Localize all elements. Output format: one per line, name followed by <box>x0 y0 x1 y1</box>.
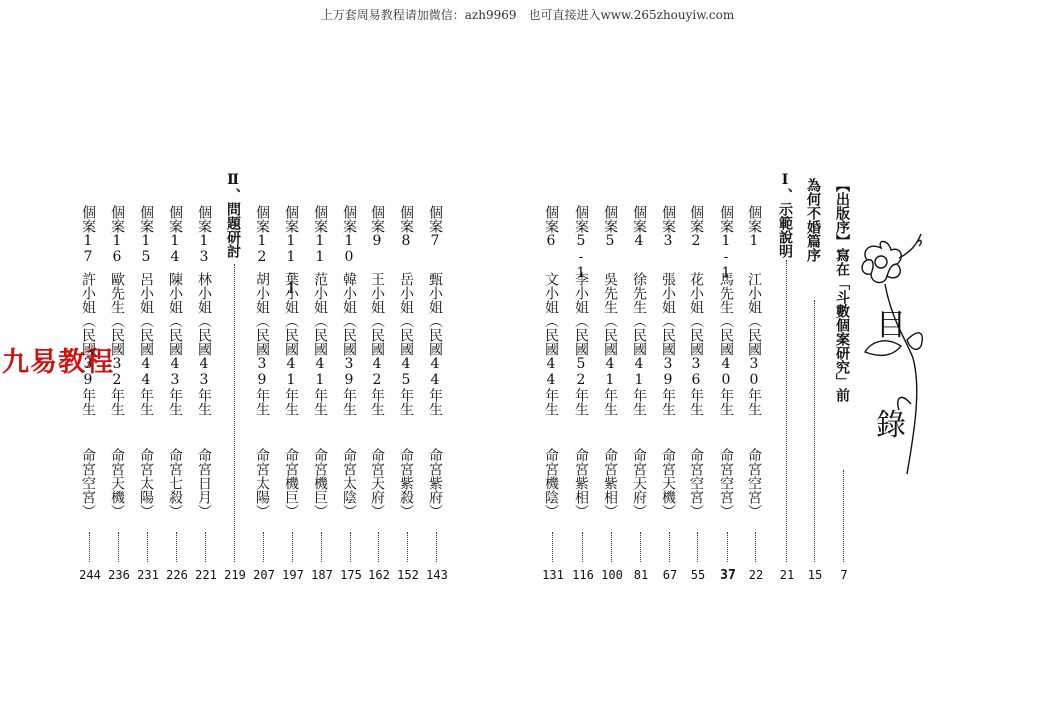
toc-entry-subject: 馬先生（民國40年生 <box>718 272 734 416</box>
toc-entry-subject: 花小姐（民國36年生 <box>688 272 704 416</box>
toc-page-number: 207 <box>253 568 275 582</box>
toc-entry-c17[interactable] <box>81 0 99 713</box>
toc-entry-palace: 命宮天機） <box>660 448 676 518</box>
toc-entry-subject: 歐先生（民國32年生 <box>109 272 125 416</box>
toc-page-number: 67 <box>662 568 678 582</box>
toc-entry-name: 個案8 <box>398 205 414 249</box>
toc-page-number: 197 <box>282 568 304 582</box>
toc-leader-dots <box>640 532 642 562</box>
toc-page-number: 152 <box>397 568 419 582</box>
toc-entry-subject: 許小姐（民國39年生 <box>80 272 96 416</box>
toc-entry-c4[interactable] <box>632 0 650 713</box>
toc-entry-subject: 吳先生（民國41年生 <box>602 272 618 416</box>
toc-entry-palace: 命宮紫相） <box>573 448 589 518</box>
toc-entry-c10[interactable] <box>342 0 360 713</box>
toc-entry-subject: 徐先生（民國41年生 <box>631 272 647 416</box>
toc-page-number: 37 <box>720 568 736 583</box>
toc-entry-subject: 林小姐（民國43年生 <box>196 272 212 416</box>
toc-leader-dots <box>669 532 671 562</box>
toc-entry-palace: 命宮機巨） <box>312 448 328 518</box>
toc-leader-dots <box>814 300 816 562</box>
toc-entry-subject: 韓小姐（民國39年生 <box>341 272 357 416</box>
toc-page-number: 100 <box>601 568 623 582</box>
toc-leader-dots <box>727 532 729 562</box>
toc-entry-why[interactable] <box>806 0 824 713</box>
toc-page-number: 244 <box>79 568 101 582</box>
toc-page-number: 7 <box>840 568 848 582</box>
toc-entry-name: 個案1 <box>746 205 762 249</box>
toc-entry-name: 個案7 <box>427 205 443 249</box>
toc-entry-palace: 命宮太陰） <box>341 448 357 518</box>
toc-page-number: 131 <box>542 568 564 582</box>
toc-leader-dots <box>843 470 845 562</box>
toc-entry-c14[interactable] <box>168 0 186 713</box>
toc-entry-c15[interactable] <box>139 0 157 713</box>
toc-entry-palace: 命宮天府） <box>631 448 647 518</box>
toc-entry-name: 個案2 <box>688 205 704 249</box>
toc-entry-c8[interactable] <box>399 0 417 713</box>
toc-page-number: 81 <box>633 568 649 582</box>
toc-entry-palace: 命宮太陽） <box>254 448 270 518</box>
toc-entry-palace: 命宮紫相） <box>602 448 618 518</box>
toc-leader-dots <box>263 532 265 562</box>
toc-page-number: 22 <box>748 568 764 582</box>
toc-entry-name: 個案11 <box>312 205 328 265</box>
toc-entry-name: 個案14 <box>167 205 183 265</box>
toc-entry-name: 個案3 <box>660 205 676 249</box>
toc-entry-subject: 文小姐（民國44年生 <box>543 272 559 416</box>
toc-entry-name: 個案13 <box>196 205 212 265</box>
toc-entry-name: 個案16 <box>109 205 125 265</box>
toc-entry-subject: 呂小姐（民國44年生 <box>138 272 154 416</box>
toc-entry-name: 個案12 <box>254 205 270 265</box>
toc-entry-palace: 命宮天機） <box>109 448 125 518</box>
toc-leader-dots <box>378 532 380 562</box>
toc-entry-subject: 胡小姐（民國39年生 <box>254 272 270 416</box>
toc-entry-name: Ⅰ、示範說明 <box>777 172 793 258</box>
toc-leader-dots <box>176 532 178 562</box>
toc-page-number: 219 <box>224 568 246 582</box>
toc-page-number: 236 <box>108 568 130 582</box>
toc-entry-name: 個案11-1 <box>283 205 299 297</box>
toc-leader-dots <box>292 532 294 562</box>
toc-entry-palace: 命宮紫府） <box>427 448 443 518</box>
toc-entry-palace: 命宮空宮） <box>688 448 704 518</box>
toc-entry-subject: 岳小姐（民國45年生 <box>398 272 414 416</box>
toc-leader-dots <box>697 532 699 562</box>
toc-leader-dots <box>118 532 120 562</box>
toc-entry-palace: 命宮空宮） <box>80 448 96 518</box>
toc-entry-name: 個案6 <box>543 205 559 249</box>
toc-entry-c2[interactable] <box>689 0 707 713</box>
toc-entry-name: 為何不婚篇序 <box>805 178 821 262</box>
toc-entry-name: 個案17 <box>80 205 96 265</box>
toc-entry-c1-1[interactable] <box>719 0 737 713</box>
toc-entry-c5-1[interactable] <box>574 0 592 713</box>
toc-entry-palace: 命宮天府） <box>369 448 385 518</box>
toc-leader-dots <box>350 532 352 562</box>
toc-entry-palace: 命宮機陰） <box>543 448 559 518</box>
toc-entry-c11-1[interactable] <box>284 0 302 713</box>
toc-leader-dots <box>786 260 788 562</box>
toc-entry-c12[interactable] <box>255 0 273 713</box>
toc-page-number: 226 <box>166 568 188 582</box>
toc-entry-c6[interactable] <box>544 0 562 713</box>
toc-entry-subject: 甄小姐（民國44年生 <box>427 272 443 416</box>
toc-leader-dots <box>234 264 236 562</box>
toc-entry-subject: 江小姐（民國30年生 <box>746 272 762 416</box>
toc-page-number: 143 <box>426 568 448 582</box>
toc-entry-c7[interactable] <box>428 0 446 713</box>
toc-entry-palace: 命宮空宮） <box>718 448 734 518</box>
toc-leader-dots <box>407 532 409 562</box>
toc-page-number: 15 <box>807 568 823 582</box>
toc-entry-c1[interactable] <box>747 0 765 713</box>
toc-entry-palace: 命宮太陽） <box>138 448 154 518</box>
toc-page-number: 187 <box>311 568 333 582</box>
toc-entry-name: 個案9 <box>369 205 385 249</box>
toc-entry-palace: 命宮機巨） <box>283 448 299 518</box>
toc-leader-dots <box>321 532 323 562</box>
title-char-mu: 目 <box>876 308 906 343</box>
toc-entry-palace: 命宮日月） <box>196 448 212 518</box>
toc-entry-palace: 命宮紫殺） <box>398 448 414 518</box>
toc-page-number: 175 <box>340 568 362 582</box>
toc-entry-palace: 命宮空宮） <box>746 448 762 518</box>
toc-leader-dots <box>552 532 554 562</box>
toc-entry-sec2[interactable] <box>226 0 244 713</box>
toc-entry-c9[interactable] <box>370 0 388 713</box>
toc-entry-name: 個案5 <box>602 205 618 249</box>
toc-entry-c16[interactable] <box>110 0 128 713</box>
toc-entry-name: 個案10 <box>341 205 357 265</box>
toc-entry-c13[interactable] <box>197 0 215 713</box>
toc-entry-name: 個案15 <box>138 205 154 265</box>
watermark-logo: 九易教程 <box>2 347 114 378</box>
toc-entry-c11[interactable] <box>313 0 331 713</box>
toc-entry-subject: 王小姐（民國42年生 <box>369 272 385 416</box>
toc-entry-name: 【出版序】寫在「斗數個案研究」前 <box>834 178 850 402</box>
toc-leader-dots <box>755 532 757 562</box>
toc-leader-dots <box>582 532 584 562</box>
header-banner: 上万套周易教程请加微信：azh9969 也可直接进入www.265zhouyiw.com <box>320 8 735 22</box>
toc-entry-palace: 命宮七殺） <box>167 448 183 518</box>
toc-page-number: 162 <box>368 568 390 582</box>
toc-entry-sec1[interactable] <box>778 0 796 713</box>
toc-page-number: 221 <box>195 568 217 582</box>
toc-entry-subject: 李小姐（民國52年生 <box>573 272 589 416</box>
toc-entry-name: 個案4 <box>631 205 647 249</box>
toc-leader-dots <box>89 532 91 562</box>
toc-page-number: 116 <box>572 568 594 582</box>
toc-entry-name: 個案5-1 <box>573 205 589 281</box>
toc-entry-subject: 范小姐（民國41年生 <box>312 272 328 416</box>
toc-leader-dots <box>205 532 207 562</box>
toc-entry-subject: 張小姐（民國39年生 <box>660 272 676 416</box>
toc-leader-dots <box>147 532 149 562</box>
toc-leader-dots <box>436 532 438 562</box>
toc-page-number: 21 <box>779 568 795 582</box>
toc-entry-c3[interactable] <box>661 0 679 713</box>
toc-entry-name: Ⅱ、問題研討 <box>225 172 241 258</box>
toc-entry-name: 個案1-1 <box>718 205 734 281</box>
toc-entry-c5[interactable] <box>603 0 621 713</box>
toc-leader-dots <box>611 532 613 562</box>
title-char-lu: 錄 <box>876 408 906 443</box>
toc-entry-preface[interactable] <box>835 0 853 713</box>
toc-page-number: 55 <box>690 568 706 582</box>
toc-page-number: 231 <box>137 568 159 582</box>
toc-entry-subject: 葉小姐（民國41年生 <box>283 272 299 416</box>
toc-entry-subject: 陳小姐（民國43年生 <box>167 272 183 416</box>
